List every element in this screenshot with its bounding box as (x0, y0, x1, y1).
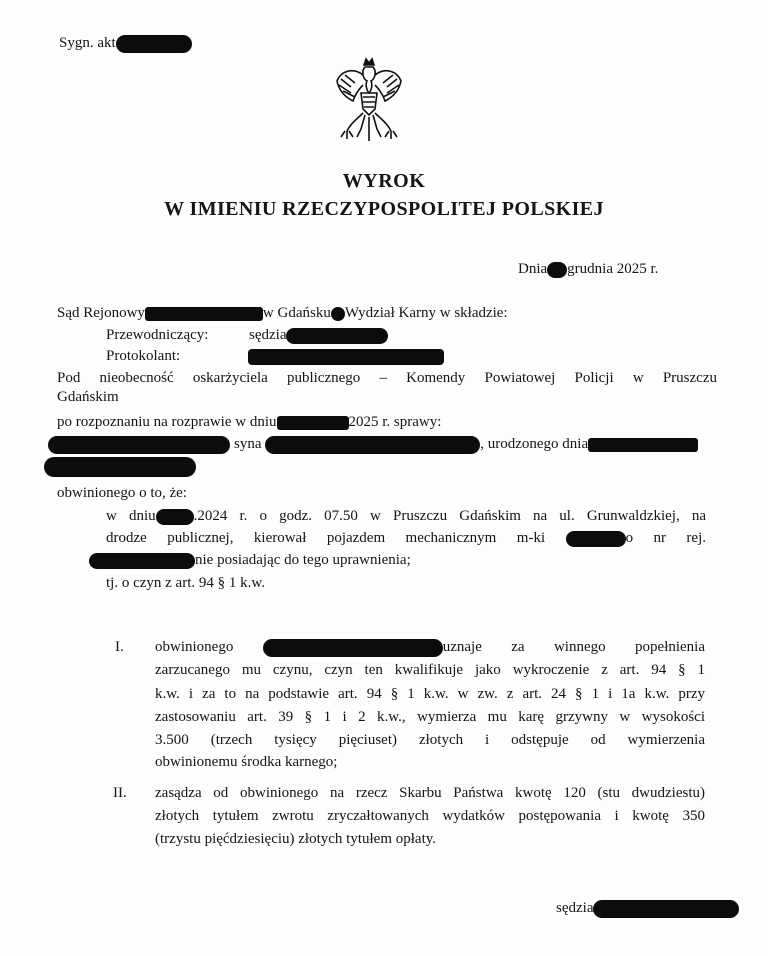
prosecutor-line-1 (57, 368, 717, 388)
verdict-numeral-1: I. (115, 639, 124, 655)
verdict-text (155, 637, 705, 657)
charge-text: o nr rej. (625, 530, 706, 546)
verdict-text: uznaje za winnego popełnienia (442, 639, 706, 655)
redaction (89, 553, 195, 569)
chair-label: Przewodniczący: (106, 327, 209, 343)
redaction (566, 531, 626, 547)
verdict-text: złotych tytułem zwrotu zryczałtowanych wydatków postępowania i kwotę 350 (155, 808, 705, 824)
hearing-text-2: 2025 r. sprawy: (348, 414, 442, 430)
document-title: WYROK (342, 170, 426, 192)
judge-signature (556, 898, 739, 918)
date-suffix: grudnia 2025 r. (567, 261, 659, 277)
chair-title: sędzia (249, 327, 287, 343)
son-label: syna (234, 436, 262, 452)
case-number (59, 33, 192, 53)
redaction (588, 438, 698, 452)
redaction (263, 639, 443, 657)
redaction (277, 416, 349, 430)
verdict-text: obwinionego (155, 639, 234, 655)
charge-text-2 (106, 528, 706, 548)
court-line (57, 303, 508, 323)
case-number-label: Sygn. akt (59, 35, 116, 51)
verdict-item-1-line-5 (155, 730, 705, 750)
redaction (593, 900, 739, 918)
verdict-text: k.w. i za to na podstawie art. 94 § 1 k.w. w zw. z art. 24 § 1 i 1a k.w. przy (155, 686, 705, 702)
document-subtitle: W IMIENIU RZECZYPOSPOLITEJ POLSKIEJ (164, 198, 604, 220)
verdict-text: 3.500 (trzech tysięcy pięciuset) złotych i odstępuje od wymierzenia (155, 732, 705, 748)
chair-value (249, 325, 388, 345)
charge-intro: obwinionego o to, że: (57, 485, 187, 501)
defendant-line (48, 434, 698, 454)
redaction (547, 262, 567, 278)
verdict-text: zasądza od obwinionego na rzecz Skarbu Państwa kwotę 120 (stu dwudziestu) (155, 785, 705, 801)
verdict-item-1-line-3 (155, 684, 705, 704)
polish-eagle-emblem-icon (333, 57, 405, 145)
charge-text: w dniu (106, 508, 156, 524)
verdict-item-1-line-1 (155, 637, 705, 657)
verdict-item-1-line-6: obwinionemu środka karnego; (155, 754, 338, 770)
verdict-numeral-2: II. (113, 785, 127, 801)
redaction (265, 436, 480, 454)
court-city: w Gdańsku (262, 305, 331, 321)
redaction (48, 436, 230, 454)
verdict-item-2-line-3: (trzystu pięćdziesięciu) złotych tytułem opłaty. (155, 831, 437, 847)
born-label: , urodzonego dnia (480, 436, 589, 452)
charge-text-1 (106, 506, 706, 526)
charge-line-1 (106, 506, 706, 526)
verdict-item-1-line-2 (155, 660, 705, 680)
redaction (116, 35, 192, 53)
verdict-date (518, 259, 658, 279)
redaction (248, 349, 444, 365)
prosecutor-text: Pod nieobecność oskarżyciela publicznego – Komendy Powiatowej Policji w Pruszczu (57, 370, 717, 386)
signature-label: sędzia (556, 900, 594, 916)
charge-line-2 (106, 528, 706, 548)
hearing-text: po rozpoznaniu na rozprawie w dniu (57, 414, 277, 430)
hearing-line (57, 412, 441, 432)
redaction (331, 307, 345, 321)
verdict-item-2-line-2 (155, 806, 705, 826)
charge-line-3 (89, 550, 411, 570)
redaction (145, 307, 263, 321)
verdict-text: zarzucanego mu czynu, czyn ten kwalifikuje jako wykroczenie z art. 94 § 1 (155, 662, 705, 678)
charge-text: .2024 r. o godz. 07.50 w Pruszczu Gdańskim na ul. Grunwaldzkiej, na (193, 508, 707, 524)
redaction (286, 328, 388, 344)
verdict-text: zastosowaniu art. 39 § 1 i 2 k.w., wymierza mu karę grzywny w wysokości (155, 709, 705, 725)
charge-line-4: tj. o czyn z art. 94 § 1 k.w. (106, 575, 265, 591)
court-division: Wydział Karny w składzie: (344, 305, 508, 321)
date-prefix: Dnia (518, 261, 548, 277)
court-name: Sąd Rejonowy (57, 305, 145, 321)
verdict-item-1-line-4 (155, 707, 705, 727)
verdict-item-2-line-1 (155, 783, 705, 803)
redaction (156, 509, 194, 525)
redaction (44, 457, 196, 477)
clerk-label: Protokolant: (106, 348, 181, 364)
charge-text: drodze publicznej, kierował pojazdem mechanicznym m-ki (106, 530, 546, 546)
charge-text: nie posiadając do tego uprawnienia; (195, 552, 411, 568)
prosecutor-line-2: Gdańskim (57, 389, 119, 405)
